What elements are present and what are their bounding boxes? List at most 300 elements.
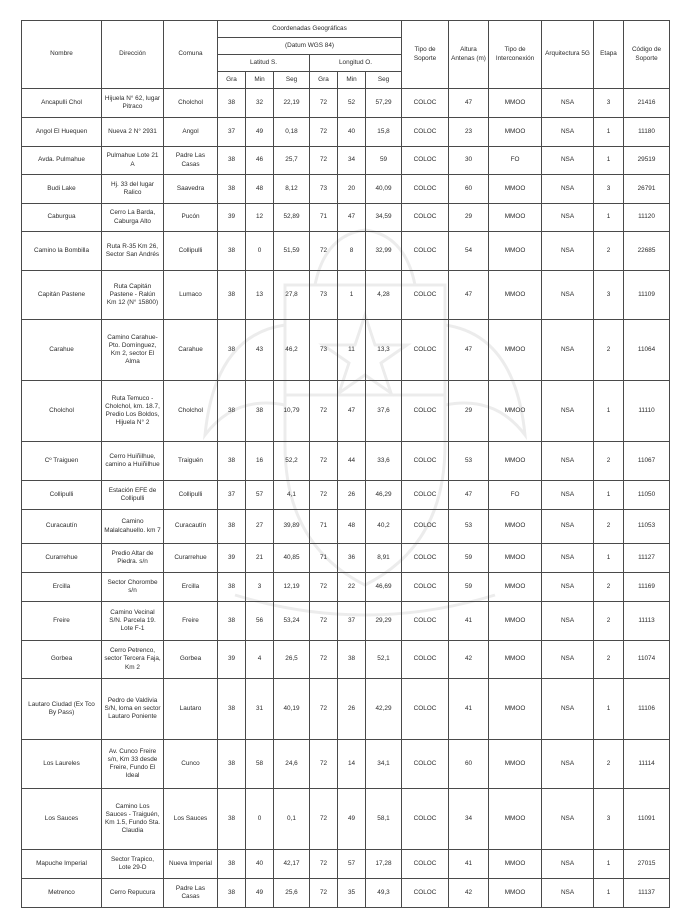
header-lon-gra: Gra: [310, 72, 338, 89]
cell-lon-min: 40: [338, 118, 366, 147]
cell-etapa: 2: [594, 641, 624, 679]
cell-soporte: COLOC: [402, 442, 449, 481]
cell-interconexion: MMOO: [489, 89, 542, 118]
cell-lat-seg: 39,89: [274, 510, 310, 544]
cell-lat-gra: 38: [218, 381, 246, 442]
cell-interconexion: MMOO: [489, 442, 542, 481]
cell-lat-min: 12: [246, 204, 274, 232]
cell-interconexion: MMOO: [489, 573, 542, 602]
cell-lat-seg: 24,6: [274, 740, 310, 789]
cell-lat-min: 43: [246, 320, 274, 381]
cell-etapa: 1: [594, 118, 624, 147]
cell-lat-seg: 26,5: [274, 641, 310, 679]
table-row: [22, 641, 670, 679]
cell-lat-min: 48: [246, 175, 274, 204]
cell-codigo: 11067: [624, 442, 670, 481]
cell-lat-seg: 52,2: [274, 442, 310, 481]
table-row: [22, 544, 670, 573]
cell-lat-gra: 39: [218, 204, 246, 232]
cell-lon-gra: 72: [310, 442, 338, 481]
cell-altura: 47: [449, 271, 489, 320]
cell-lon-min: 14: [338, 740, 366, 789]
cell-comuna: Curarrehue: [164, 544, 218, 573]
cell-lon-gra: 72: [310, 740, 338, 789]
cell-soporte: COLOC: [402, 789, 449, 850]
cell-direccion: Estación EFE de Collipulli: [102, 481, 164, 510]
cell-etapa: 1: [594, 879, 624, 908]
cell-nombre: Curacautín: [22, 510, 102, 544]
cell-lon-gra: 72: [310, 232, 338, 271]
cell-arquitectura: NSA: [542, 481, 594, 510]
cell-nombre: Gorbea: [22, 641, 102, 679]
header-altura: Altura Antenas (m): [449, 21, 489, 89]
cell-lon-seg: 42,29: [366, 679, 402, 740]
cell-altura: 42: [449, 641, 489, 679]
cell-codigo: 11053: [624, 510, 670, 544]
cell-lat-min: 3: [246, 573, 274, 602]
cell-soporte: COLOC: [402, 740, 449, 789]
cell-direccion: Sector Trapico, Lote 29-D: [102, 850, 164, 879]
cell-codigo: 26791: [624, 175, 670, 204]
cell-lat-seg: 0,18: [274, 118, 310, 147]
cell-codigo: 11137: [624, 879, 670, 908]
cell-direccion: Cerro Repucura: [102, 879, 164, 908]
header-tipo-interconexion: Tipo de Interconexión: [489, 21, 542, 89]
cell-comuna: Lumaco: [164, 271, 218, 320]
cell-arquitectura: NSA: [542, 175, 594, 204]
cell-soporte: COLOC: [402, 204, 449, 232]
table-row: [22, 879, 670, 908]
cell-direccion: Ruta Capitán Pastene - Ralún Km 12 (N° 15800): [102, 271, 164, 320]
cell-lat-gra: 38: [218, 175, 246, 204]
cell-altura: 47: [449, 481, 489, 510]
cell-comuna: Cholchol: [164, 89, 218, 118]
cell-lon-seg: 17,28: [366, 850, 402, 879]
cell-arquitectura: NSA: [542, 89, 594, 118]
cell-lat-seg: 0,1: [274, 789, 310, 850]
cell-lon-gra: 71: [310, 204, 338, 232]
cell-lat-seg: 25,6: [274, 879, 310, 908]
cell-altura: 41: [449, 850, 489, 879]
table-row: [22, 481, 670, 510]
cell-codigo: 11180: [624, 118, 670, 147]
cell-nombre: Carahue: [22, 320, 102, 381]
cell-lat-gra: 38: [218, 510, 246, 544]
cell-lon-gra: 72: [310, 641, 338, 679]
table-header: [22, 21, 670, 89]
cell-lat-min: 4: [246, 641, 274, 679]
cell-lat-min: 38: [246, 381, 274, 442]
cell-etapa: 2: [594, 510, 624, 544]
cell-interconexion: MMOO: [489, 232, 542, 271]
cell-lon-seg: 46,69: [366, 573, 402, 602]
cell-arquitectura: NSA: [542, 740, 594, 789]
cell-interconexion: FO: [489, 481, 542, 510]
cell-lat-min: 27: [246, 510, 274, 544]
cell-lon-gra: 73: [310, 320, 338, 381]
cell-lat-gra: 38: [218, 679, 246, 740]
cell-etapa: 1: [594, 204, 624, 232]
cell-etapa: 3: [594, 175, 624, 204]
cell-soporte: COLOC: [402, 573, 449, 602]
table-body: [22, 89, 670, 908]
cell-altura: 53: [449, 510, 489, 544]
cell-altura: 47: [449, 320, 489, 381]
table-row: [22, 232, 670, 271]
cell-arquitectura: NSA: [542, 641, 594, 679]
cell-lat-seg: 46,2: [274, 320, 310, 381]
cell-altura: 60: [449, 740, 489, 789]
table-row: [22, 510, 670, 544]
cell-nombre: Cº Traiguen: [22, 442, 102, 481]
cell-arquitectura: NSA: [542, 789, 594, 850]
cell-comuna: Los Sauces: [164, 789, 218, 850]
cell-lon-gra: 72: [310, 381, 338, 442]
table-row: [22, 271, 670, 320]
cell-soporte: COLOC: [402, 147, 449, 175]
cell-codigo: 11109: [624, 271, 670, 320]
cell-nombre: Collipulli: [22, 481, 102, 510]
cell-soporte: COLOC: [402, 175, 449, 204]
cell-codigo: 11127: [624, 544, 670, 573]
cell-soporte: COLOC: [402, 271, 449, 320]
cell-codigo: 11106: [624, 679, 670, 740]
cell-direccion: Camino Malalcahuello. km 7: [102, 510, 164, 544]
table-row: [22, 442, 670, 481]
cell-soporte: COLOC: [402, 89, 449, 118]
cell-lat-seg: 10,79: [274, 381, 310, 442]
cell-lon-seg: 33,6: [366, 442, 402, 481]
cell-lon-seg: 52,1: [366, 641, 402, 679]
cell-lon-gra: 72: [310, 679, 338, 740]
cell-nombre: Curarrehue: [22, 544, 102, 573]
cell-lon-gra: 72: [310, 602, 338, 641]
cell-lat-min: 49: [246, 879, 274, 908]
cell-direccion: Ruta R-35 Km 26, Sector San Andrés: [102, 232, 164, 271]
cell-nombre: Ancapulli Chol: [22, 89, 102, 118]
table-row: [22, 147, 670, 175]
cell-arquitectura: NSA: [542, 850, 594, 879]
cell-lat-seg: 12,19: [274, 573, 310, 602]
cell-altura: 59: [449, 544, 489, 573]
table-row: [22, 204, 670, 232]
cell-arquitectura: NSA: [542, 204, 594, 232]
cell-codigo: 11110: [624, 381, 670, 442]
cell-lon-min: 26: [338, 481, 366, 510]
cell-etapa: 1: [594, 481, 624, 510]
cell-lat-gra: 39: [218, 544, 246, 573]
header-arquitectura: Arquitectura 5G: [542, 21, 594, 89]
cell-etapa: 2: [594, 740, 624, 789]
cell-lat-seg: 51,59: [274, 232, 310, 271]
cell-arquitectura: NSA: [542, 573, 594, 602]
cell-lat-gra: 38: [218, 442, 246, 481]
cell-etapa: 2: [594, 573, 624, 602]
cell-lon-seg: 40,2: [366, 510, 402, 544]
table-row: [22, 89, 670, 118]
cell-etapa: 3: [594, 271, 624, 320]
cell-arquitectura: NSA: [542, 320, 594, 381]
cell-lat-seg: 4,1: [274, 481, 310, 510]
header-tipo-soporte: Tipo de Soporte: [402, 21, 449, 89]
cell-comuna: Cholchol: [164, 381, 218, 442]
cell-soporte: COLOC: [402, 232, 449, 271]
cell-interconexion: MMOO: [489, 602, 542, 641]
cell-etapa: 2: [594, 442, 624, 481]
cell-direccion: Sector Chorombe s/n: [102, 573, 164, 602]
table-row: [22, 789, 670, 850]
table-row: [22, 602, 670, 641]
cell-lon-gra: 72: [310, 89, 338, 118]
cell-comuna: Angol: [164, 118, 218, 147]
cell-soporte: COLOC: [402, 879, 449, 908]
cell-lon-seg: 15,8: [366, 118, 402, 147]
cell-direccion: Cerro La Barda, Caburga Alto: [102, 204, 164, 232]
cell-lat-gra: 38: [218, 602, 246, 641]
cell-lon-min: 47: [338, 381, 366, 442]
cell-lon-min: 8: [338, 232, 366, 271]
cell-lon-min: 36: [338, 544, 366, 573]
header-longitud: Longitud O.: [310, 55, 402, 72]
cell-lon-seg: 59: [366, 147, 402, 175]
table-row: [22, 850, 670, 879]
header-datum: (Datum WGS 84): [218, 38, 402, 55]
cell-lon-seg: 34,1: [366, 740, 402, 789]
cell-soporte: COLOC: [402, 850, 449, 879]
cell-lon-gra: 73: [310, 271, 338, 320]
cell-lon-seg: 58,1: [366, 789, 402, 850]
cell-arquitectura: NSA: [542, 510, 594, 544]
cell-codigo: 11114: [624, 740, 670, 789]
cell-lat-min: 0: [246, 232, 274, 271]
cell-lon-gra: 72: [310, 147, 338, 175]
cell-nombre: Avda. Pulmahue: [22, 147, 102, 175]
cell-lon-min: 20: [338, 175, 366, 204]
header-lat-min: Min: [246, 72, 274, 89]
cell-codigo: 11091: [624, 789, 670, 850]
cell-arquitectura: NSA: [542, 232, 594, 271]
cell-nombre: Angol El Huequen: [22, 118, 102, 147]
cell-arquitectura: NSA: [542, 544, 594, 573]
cell-lon-seg: 40,09: [366, 175, 402, 204]
cell-lat-seg: 42,17: [274, 850, 310, 879]
cell-altura: 23: [449, 118, 489, 147]
cell-etapa: 1: [594, 147, 624, 175]
cell-direccion: Av. Cunco Freire s/n, Km 33 desde Freire, Fundo El Ideal: [102, 740, 164, 789]
cell-etapa: 3: [594, 789, 624, 850]
header-lon-seg: Seg: [366, 72, 402, 89]
table-row: [22, 740, 670, 789]
cell-comuna: Traiguén: [164, 442, 218, 481]
cell-lat-gra: 38: [218, 573, 246, 602]
cell-comuna: Freire: [164, 602, 218, 641]
header-lat-seg: Seg: [274, 72, 310, 89]
cell-nombre: Freire: [22, 602, 102, 641]
cell-comuna: Saavedra: [164, 175, 218, 204]
cell-nombre: Cholchol: [22, 381, 102, 442]
cell-lat-gra: 38: [218, 271, 246, 320]
cell-lon-seg: 4,28: [366, 271, 402, 320]
cell-comuna: Collipulli: [164, 481, 218, 510]
table-row: [22, 320, 670, 381]
cell-interconexion: MMOO: [489, 381, 542, 442]
cell-lat-gra: 37: [218, 481, 246, 510]
cell-altura: 41: [449, 602, 489, 641]
cell-direccion: Camino Carahue- Pto. Domínguez, Km 2, sector El Alma: [102, 320, 164, 381]
cell-lat-min: 58: [246, 740, 274, 789]
cell-lat-min: 0: [246, 789, 274, 850]
cell-lon-seg: 34,59: [366, 204, 402, 232]
cell-lat-min: 31: [246, 679, 274, 740]
cell-lon-min: 44: [338, 442, 366, 481]
cell-lon-gra: 72: [310, 879, 338, 908]
cell-codigo: 21416: [624, 89, 670, 118]
cell-lat-seg: 27,8: [274, 271, 310, 320]
cell-interconexion: MMOO: [489, 118, 542, 147]
cell-nombre: Los Laureles: [22, 740, 102, 789]
cell-direccion: Camino Vecinal S/N. Parcela 19. Lote F-1: [102, 602, 164, 641]
cell-interconexion: MMOO: [489, 271, 542, 320]
cell-altura: 34: [449, 789, 489, 850]
cell-lon-min: 49: [338, 789, 366, 850]
cell-soporte: COLOC: [402, 481, 449, 510]
cell-lat-gra: 37: [218, 118, 246, 147]
cell-lon-gra: 72: [310, 481, 338, 510]
cell-lon-gra: 72: [310, 850, 338, 879]
cell-lon-min: 37: [338, 602, 366, 641]
cell-direccion: Predio Altar de Piedra. s/n: [102, 544, 164, 573]
cell-interconexion: MMOO: [489, 789, 542, 850]
cell-altura: 47: [449, 89, 489, 118]
cell-interconexion: MMOO: [489, 679, 542, 740]
cell-lat-min: 40: [246, 850, 274, 879]
cell-altura: 59: [449, 573, 489, 602]
cell-lat-min: 21: [246, 544, 274, 573]
cell-direccion: Ruta Temuco - Cholchol, km. 18.7, Predio Los Boldos, Hijuela N° 2: [102, 381, 164, 442]
cell-arquitectura: NSA: [542, 147, 594, 175]
cell-lat-gra: 38: [218, 850, 246, 879]
cell-lat-gra: 38: [218, 147, 246, 175]
cell-lat-seg: 25,7: [274, 147, 310, 175]
cell-comuna: Lautaro: [164, 679, 218, 740]
header-direccion: Dirección: [102, 21, 164, 89]
header-codigo: Código de Soporte: [624, 21, 670, 89]
cell-etapa: 2: [594, 232, 624, 271]
cell-codigo: 11050: [624, 481, 670, 510]
cell-lon-gra: 71: [310, 544, 338, 573]
cell-altura: 53: [449, 442, 489, 481]
cell-lon-gra: 73: [310, 175, 338, 204]
cell-lat-min: 16: [246, 442, 274, 481]
cell-arquitectura: NSA: [542, 442, 594, 481]
cell-codigo: 11064: [624, 320, 670, 381]
cell-lon-min: 48: [338, 510, 366, 544]
cell-nombre: Lautaro Ciudad (Ex Tco By Pass): [22, 679, 102, 740]
header-etapa: Etapa: [594, 21, 624, 89]
cell-interconexion: FO: [489, 147, 542, 175]
cell-soporte: COLOC: [402, 679, 449, 740]
header-latitud: Latitud S.: [218, 55, 310, 72]
cell-comuna: Collipulli: [164, 232, 218, 271]
cell-lon-min: 35: [338, 879, 366, 908]
cell-soporte: COLOC: [402, 602, 449, 641]
cell-lon-seg: 32,99: [366, 232, 402, 271]
cell-interconexion: MMOO: [489, 879, 542, 908]
cell-direccion: Hijuela N° 62, lugar Pitraco: [102, 89, 164, 118]
cell-comuna: Padre Las Casas: [164, 879, 218, 908]
cell-lat-min: 46: [246, 147, 274, 175]
cell-soporte: COLOC: [402, 510, 449, 544]
cell-soporte: COLOC: [402, 118, 449, 147]
table-row: [22, 118, 670, 147]
cell-arquitectura: NSA: [542, 602, 594, 641]
cell-codigo: 11120: [624, 204, 670, 232]
cell-lat-seg: 8,12: [274, 175, 310, 204]
cell-arquitectura: NSA: [542, 118, 594, 147]
header-lat-gra: Gra: [218, 72, 246, 89]
cell-lat-gra: 38: [218, 740, 246, 789]
cell-comuna: Carahue: [164, 320, 218, 381]
cell-lat-gra: 38: [218, 232, 246, 271]
cell-interconexion: MMOO: [489, 510, 542, 544]
cell-lon-min: 26: [338, 679, 366, 740]
cell-lat-min: 57: [246, 481, 274, 510]
cell-altura: 42: [449, 879, 489, 908]
cell-altura: 41: [449, 679, 489, 740]
cell-lon-gra: 72: [310, 118, 338, 147]
cell-lat-min: 32: [246, 89, 274, 118]
cell-comuna: Gorbea: [164, 641, 218, 679]
cell-nombre: Mapuche Imperial: [22, 850, 102, 879]
cell-lon-min: 22: [338, 573, 366, 602]
table-row: [22, 573, 670, 602]
cell-lon-seg: 29,29: [366, 602, 402, 641]
cell-etapa: 1: [594, 544, 624, 573]
cell-direccion: Cerro Huiñilhue, camino a Huiñilhue: [102, 442, 164, 481]
cell-lon-seg: 46,29: [366, 481, 402, 510]
cell-lon-min: 47: [338, 204, 366, 232]
cell-interconexion: MMOO: [489, 740, 542, 789]
cell-lat-gra: 39: [218, 641, 246, 679]
cell-nombre: Metrenco: [22, 879, 102, 908]
cell-lon-gra: 72: [310, 789, 338, 850]
cell-etapa: 2: [594, 602, 624, 641]
header-coordenadas: Coordenadas Geográficas: [218, 21, 402, 38]
cell-lon-seg: 8,91: [366, 544, 402, 573]
cell-lon-seg: 49,3: [366, 879, 402, 908]
cell-nombre: Capitán Pastene: [22, 271, 102, 320]
cell-nombre: Caburgua: [22, 204, 102, 232]
cell-comuna: Ercilla: [164, 573, 218, 602]
cell-lon-min: 38: [338, 641, 366, 679]
cell-codigo: 11169: [624, 573, 670, 602]
cell-direccion: Hj. 33 del lugar Ralico: [102, 175, 164, 204]
cell-comuna: Pucón: [164, 204, 218, 232]
cell-comuna: Cunco: [164, 740, 218, 789]
cell-lat-gra: 38: [218, 320, 246, 381]
cell-altura: 29: [449, 381, 489, 442]
cell-codigo: 11113: [624, 602, 670, 641]
cell-lon-seg: 13,3: [366, 320, 402, 381]
cell-etapa: 2: [594, 320, 624, 381]
cell-lon-gra: 71: [310, 510, 338, 544]
header-nombre: Nombre: [22, 21, 102, 89]
cell-arquitectura: NSA: [542, 679, 594, 740]
cell-interconexion: MMOO: [489, 175, 542, 204]
cell-comuna: Padre Las Casas: [164, 147, 218, 175]
cell-lat-seg: 53,24: [274, 602, 310, 641]
cell-lon-gra: 72: [310, 573, 338, 602]
